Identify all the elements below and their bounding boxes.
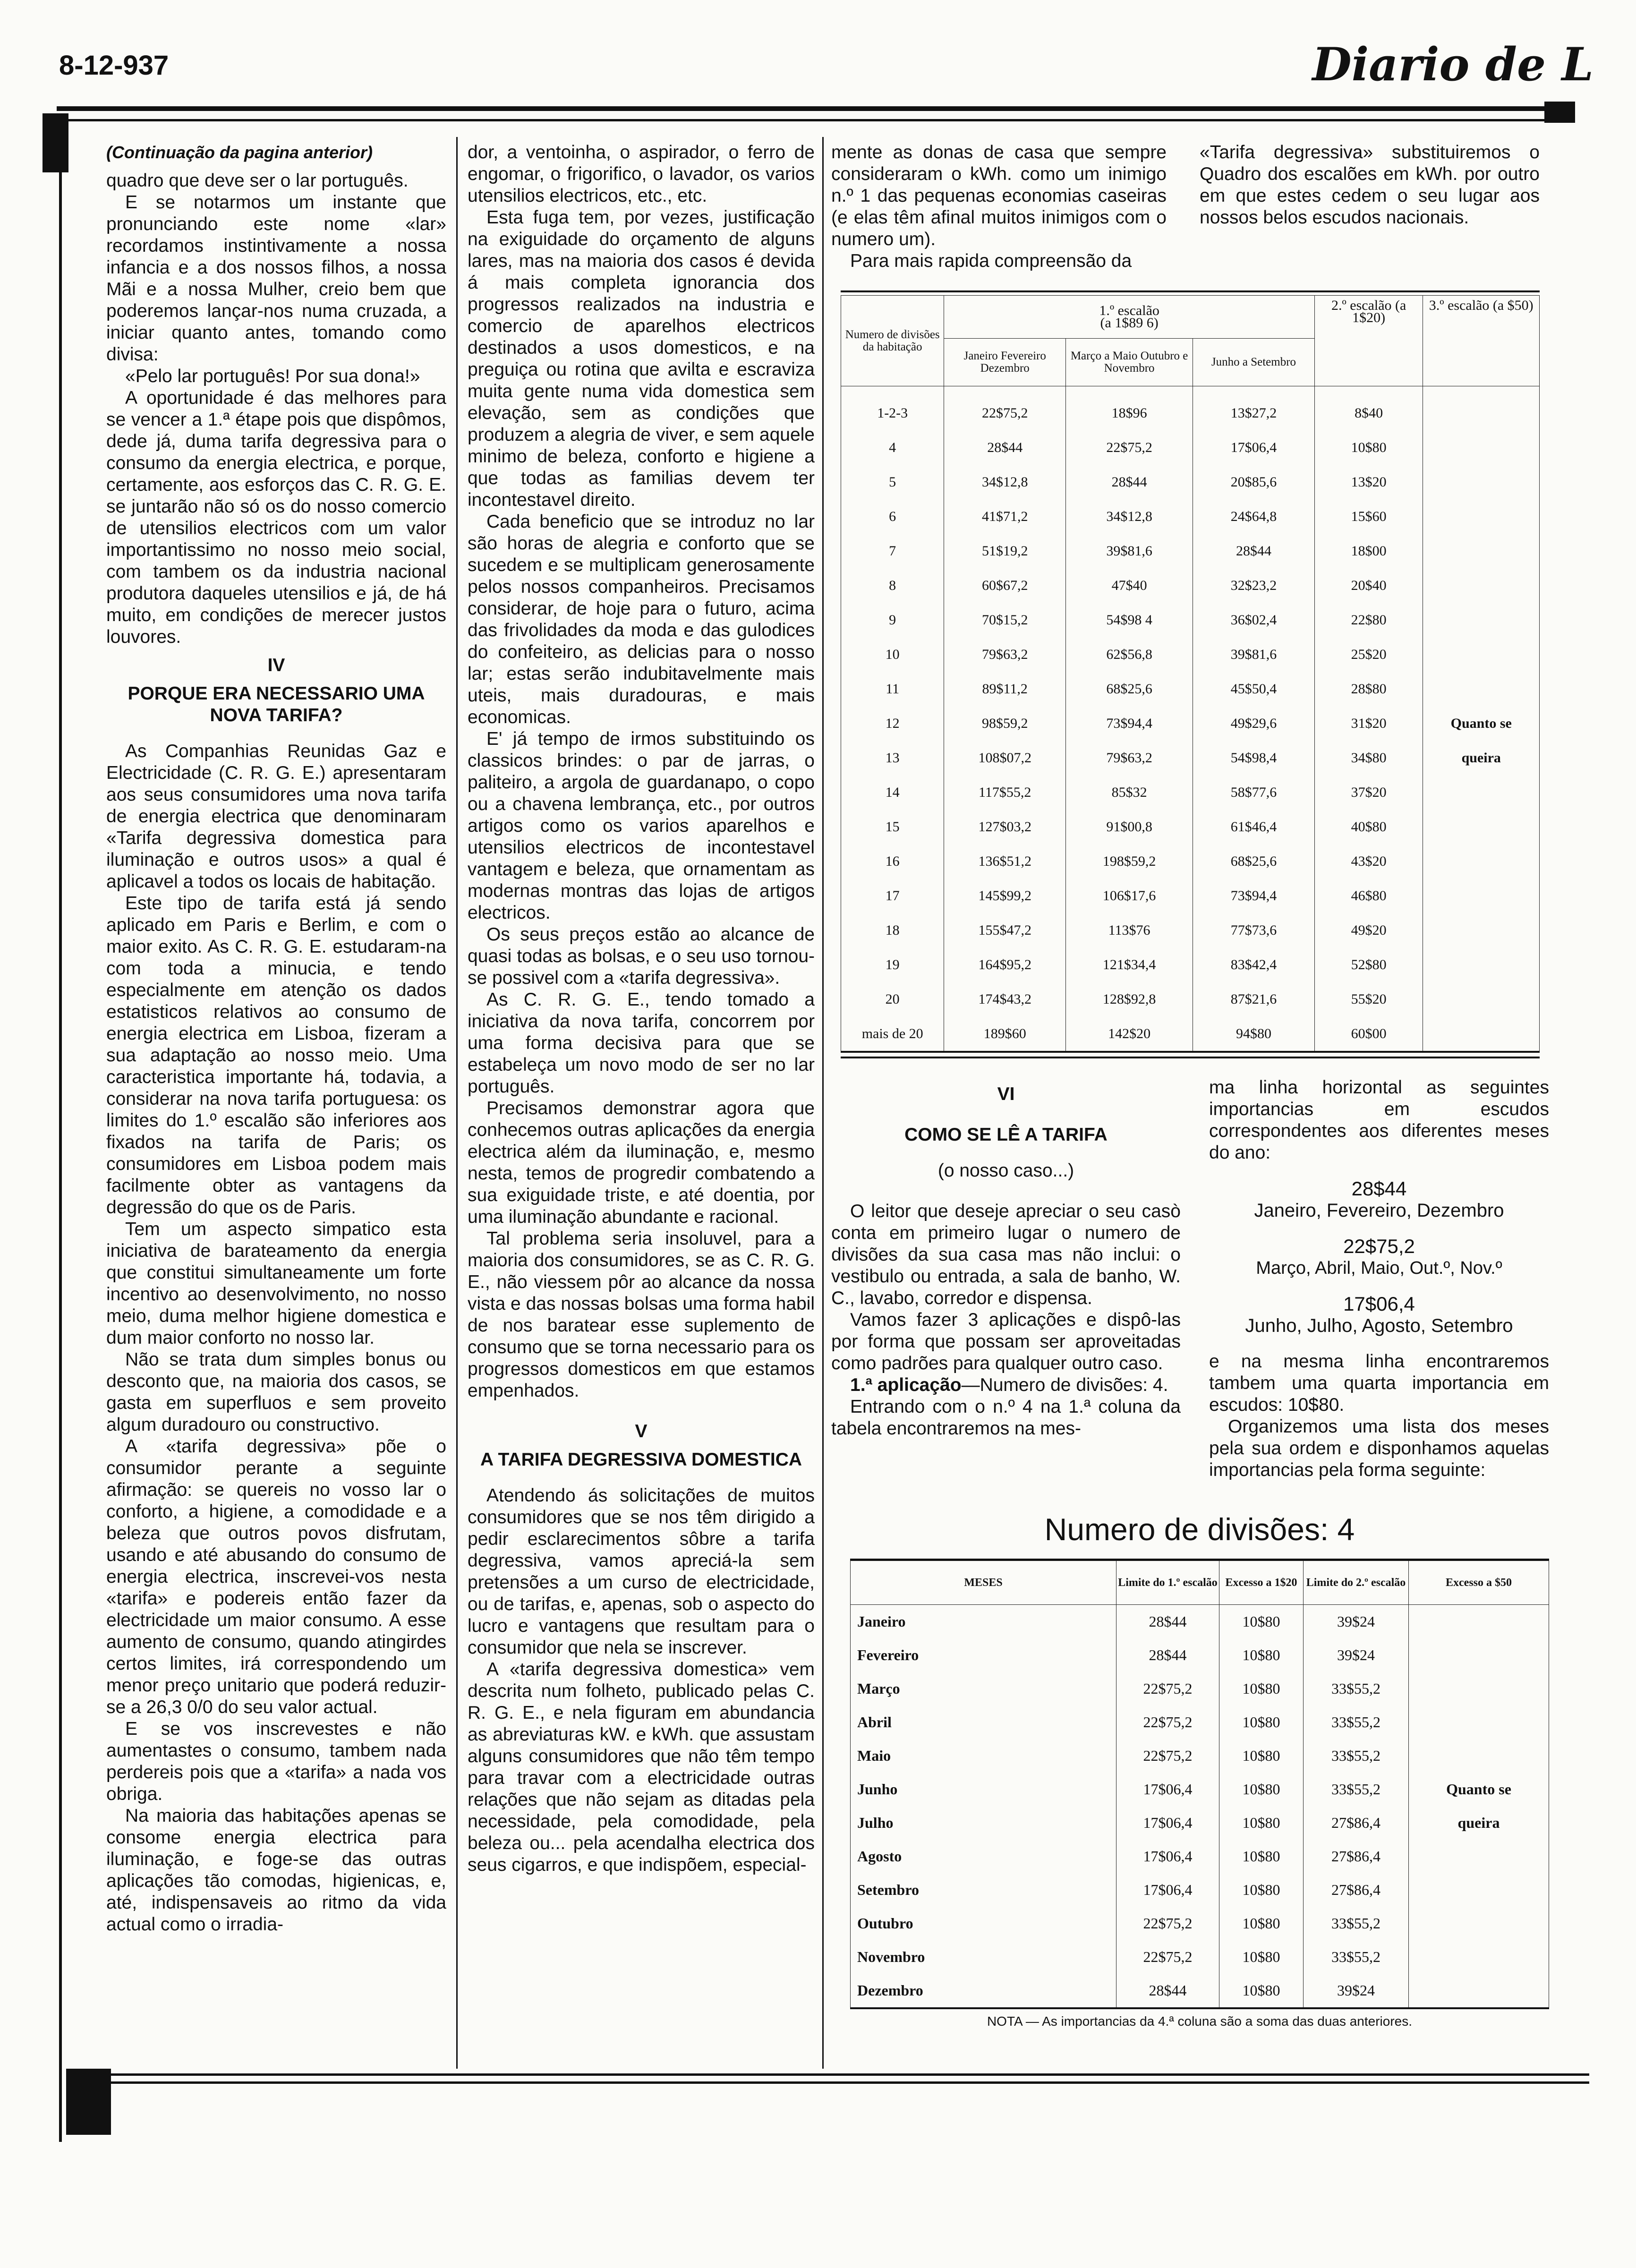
left-margin-block-bottom (66, 2069, 111, 2135)
paragraph: mente as donas de casa que sempre consideraram o kWh. como um inimigo n.º 1 das pequenas economias caseiras (e elas têm afinal muitos inimigos com o numero um). (831, 142, 1167, 249)
table-row (841, 878, 1540, 913)
month-name: Abril (851, 1705, 1116, 1739)
empty-cell (1423, 913, 1540, 947)
tariff-cell: 34$80 (1314, 741, 1423, 775)
paragraph: Tem um aspecto simpatico esta iniciativa de barateamento da energia que constitui simultaneamente um forte incentivo ao desenvolvimento, no nosso meio, duma melhor higiene domestica e dum maior conforto no nosso lar. (106, 1219, 446, 1348)
amount-cell: 22$75,2 (1116, 1672, 1219, 1705)
tariff-cell: 70$15,2 (944, 603, 1066, 637)
amount-cell: 10$80 (1219, 1705, 1304, 1739)
header-rule-thick (57, 106, 1575, 111)
empty-cell (1409, 1605, 1549, 1639)
footer-rule-1 (106, 2073, 1589, 2076)
amount-1: 28$44 (1351, 1177, 1407, 1200)
paragraph: Organizemos uma lista dos meses pela sua ordem e disponhamos aquelas importancias pela forma seguinte: (1209, 1416, 1549, 1480)
row-divisions: 6 (841, 499, 944, 534)
left-margin-line (59, 172, 62, 2142)
table-row (851, 1672, 1549, 1705)
header-esc1-label: 1.º escalão (1099, 303, 1159, 318)
left-margin-block-top (43, 113, 68, 172)
header-end-block (1544, 102, 1575, 123)
empty-cell (1409, 1840, 1549, 1873)
paragraph: Este tipo de tarifa está já sendo aplicado em Paris e Berlim, e com o maior exito. As C. R. G. E. estudaram-na com toda a minucia, e tendo especialmente em atenção os dados estatisticos relativos ao consumo de energia electrica em Lisboa, fizeram a sua adaptação ao nosso meio. Uma caracteristica importante há, todavia, a considerar na nova tarifa portuguesa: os limites do 1.º escalão são inferiores aos fixados na tarifa de Paris; os consumidores em Lisboa podem mais facilmente obter as vantagens da degressão do que os de Paris. (106, 893, 446, 1218)
quanto-se-text: Quanto se (1409, 1773, 1549, 1806)
empty-cell (1409, 1907, 1549, 1940)
empty-cell (1409, 1873, 1549, 1907)
amount-cell: 10$80 (1219, 1672, 1304, 1705)
row-divisions: 4 (841, 430, 944, 465)
tariff-cell: 189$60 (944, 1016, 1066, 1051)
tariff-cell: 49$20 (1314, 913, 1423, 947)
row-divisions: 18 (841, 913, 944, 947)
paragraph: Entrando com o n.º 4 na 1.ª coluna da tabela encontraremos na mes- (831, 1397, 1181, 1439)
article-column-4-bottom (1209, 1077, 1549, 1481)
section-title-v: A TARIFA DEGRESSIVA DOMESTICA (480, 1449, 802, 1470)
tariff-cell: 55$20 (1314, 982, 1423, 1016)
tariff-cell: 34$12,8 (1066, 499, 1193, 534)
empty-cell (1423, 672, 1540, 706)
tariff-cell: 60$67,2 (944, 568, 1066, 603)
tariff-cell: 117$55,2 (944, 775, 1066, 810)
amount-cell: 10$80 (1219, 1907, 1304, 1940)
table-row (841, 637, 1540, 672)
table-row (841, 706, 1540, 741)
amount-cell: 33$55,2 (1304, 1672, 1409, 1705)
amount-cell: 10$80 (1219, 1773, 1304, 1806)
row-divisions: 5 (841, 465, 944, 499)
amount-cell: 27$86,4 (1304, 1840, 1409, 1873)
paragraph: Esta fuga tem, por vezes, justificação na exiguidade do orçamento de alguns lares, mas na maioria dos casos é devida á mais completa ignorancia dos progressos realizados na industria e comercio de aparelhos electricos destinados a usos domesticos, e na preguiça ou rotina que avilta e escraviza muita gente numa vida domestica sem elevação, sem as condições que produzem a alegria de viver, e sem aquele minimo de beleza, conforto e higiene a que todas as familias devem ter incontestavel direito. (468, 207, 815, 510)
table-row (841, 810, 1540, 844)
tariff-cell: 39$81,6 (1193, 637, 1315, 672)
column-divider-1 (456, 137, 458, 2069)
tariff-cell: 62$56,8 (1066, 637, 1193, 672)
article-column-2 (468, 142, 815, 1876)
table-row (841, 672, 1540, 706)
amount-cell: 10$80 (1219, 1739, 1304, 1773)
empty-cell (1423, 465, 1540, 499)
header-num-divisions: Numero de divisões da habitação (841, 296, 944, 386)
tariff-cell: 94$80 (1193, 1016, 1315, 1051)
tariff-cell: 108$07,2 (944, 741, 1066, 775)
table-bottom-rule-1 (841, 1051, 1540, 1053)
tariff-cell: 47$40 (1066, 568, 1193, 603)
tariff-cell: 46$80 (1314, 878, 1423, 913)
tariff-cell: 121$34,4 (1066, 947, 1193, 982)
empty-cell (1409, 1739, 1549, 1773)
amount-cell: 33$55,2 (1304, 1705, 1409, 1739)
amount-cell: 17$06,4 (1116, 1773, 1219, 1806)
row-divisions: 15 (841, 810, 944, 844)
empty-cell (1423, 534, 1540, 568)
example-table-bottom-rule (850, 2007, 1549, 2009)
header-limit-1: Limite do 1.º escalão (1116, 1561, 1219, 1605)
section-number-iv: IV (267, 655, 285, 675)
application-label: 1.ª aplicação (850, 1375, 962, 1395)
tariff-cell: 22$75,2 (944, 386, 1066, 431)
tariff-cell: 60$00 (1314, 1016, 1423, 1051)
tariff-cell: 28$44 (1193, 534, 1315, 568)
table-row (841, 430, 1540, 465)
article-column-3-bottom (831, 1077, 1181, 1440)
tariff-cell: 34$12,8 (944, 465, 1066, 499)
tariff-cell: 113$76 (1066, 913, 1193, 947)
empty-cell (1409, 1638, 1549, 1672)
amount-cell: 28$44 (1116, 1638, 1219, 1672)
header-rule-thin (57, 119, 1575, 121)
row-divisions: 19 (841, 947, 944, 982)
tariff-cell: 31$20 (1314, 706, 1423, 741)
table-row (841, 913, 1540, 947)
table-row (851, 1773, 1549, 1806)
amount-cell: 27$86,4 (1304, 1873, 1409, 1907)
table-row (851, 1940, 1549, 1974)
tariff-cell: 136$51,2 (944, 844, 1066, 878)
empty-cell (1423, 1016, 1540, 1051)
paragraph: dor, a ventoinha, o aspirador, o ferro de engomar, o frigorifico, o lavador, os varios utensilios electricos, etc., etc. (468, 142, 815, 206)
month-name: Julho (851, 1806, 1116, 1840)
row-divisions: mais de 20 (841, 1016, 944, 1051)
article-column-4-top (1200, 142, 1540, 229)
table-row (851, 1605, 1549, 1639)
tariff-cell: 77$73,6 (1193, 913, 1315, 947)
table-row (841, 386, 1540, 431)
empty-cell (1423, 844, 1540, 878)
tariff-cell: 13$27,2 (1193, 386, 1315, 431)
tariff-cell: 36$02,4 (1193, 603, 1315, 637)
paragraph: quadro que deve ser o lar português. (106, 171, 409, 191)
header-months-3: Junho a Setembro (1193, 339, 1315, 386)
empty-cell (1409, 1940, 1549, 1974)
table-row (841, 465, 1540, 499)
tariff-cell: 41$71,2 (944, 499, 1066, 534)
month-name: Fevereiro (851, 1638, 1116, 1672)
row-divisions: 8 (841, 568, 944, 603)
amount-cell: 22$75,2 (1116, 1940, 1219, 1974)
tariff-cell: 15$60 (1314, 499, 1423, 534)
section-title-vi: COMO SE LÊ A TARIFA (904, 1125, 1108, 1145)
quanto-se-text: Quanto se (1423, 706, 1540, 741)
tariff-cell: 18$00 (1314, 534, 1423, 568)
month-name: Janeiro (851, 1605, 1116, 1639)
empty-cell (1409, 1705, 1549, 1739)
tariff-cell: 49$29,6 (1193, 706, 1315, 741)
continuation-note: (Continuação da pagina anterior) (106, 143, 373, 162)
queira-text: queira (1423, 741, 1540, 775)
tariff-cell: 198$59,2 (1066, 844, 1193, 878)
tariff-cell: 43$20 (1314, 844, 1423, 878)
amount-cell: 39$24 (1304, 1605, 1409, 1639)
months-2: Março, Abril, Maio, Out.º, Nov.º (1256, 1258, 1502, 1278)
header-excess-2: Excesso a $50 (1409, 1561, 1549, 1605)
tariff-cell: 164$95,2 (944, 947, 1066, 982)
tariff-cell: 22$75,2 (1066, 430, 1193, 465)
header-months-2: Março a Maio Outubro e Novembro (1066, 339, 1193, 386)
empty-cell (1423, 603, 1540, 637)
amount-cell: 28$44 (1116, 1974, 1219, 2007)
empty-cell (1423, 982, 1540, 1016)
paragraph: A «tarifa degressiva domestica» vem descrita num folheto, publicado pelas C. R. G. E., e nela figuram em abundancia as abreviaturas kW. e kWh. que assustam alguns consumidores que não têm tempo para travar com a electricidade outras relações que não sejam as ditadas pela necessidade, pela comodidade, pela beleza ou... pela acendalha electrica dos seus cigarros, e que indispõem, especial- (468, 1659, 815, 1875)
amount-cell: 39$24 (1304, 1638, 1409, 1672)
paragraph: Não se trata dum simples bonus ou desconto que, na maioria dos casos, se gasta em superfluos e sem proveito algum duradouro ou constructivo. (106, 1349, 446, 1435)
table-row (851, 1638, 1549, 1672)
amount-2: 22$75,2 (1343, 1235, 1415, 1257)
table-top-rule (841, 290, 1540, 292)
months-3: Junho, Julho, Agosto, Setembro (1245, 1315, 1513, 1336)
amount-cell: 10$80 (1219, 1873, 1304, 1907)
tariff-cell: 32$23,2 (1193, 568, 1315, 603)
tariff-cell: 73$94,4 (1193, 878, 1315, 913)
row-divisions: 12 (841, 706, 944, 741)
tariff-cell: 45$50,4 (1193, 672, 1315, 706)
header-limit-2: Limite do 2.º escalão (1304, 1561, 1409, 1605)
empty-cell (1409, 1672, 1549, 1705)
row-divisions: 1-2-3 (841, 386, 944, 431)
tariff-cell: 17$06,4 (1193, 430, 1315, 465)
paragraph: E' já tempo de irmos substituindo os classicos brindes: o par de jarras, o paliteiro, a argola de guardanapo, o copo ou a chavena lembrança, etc., por outros artigos como os varios aparelhos e utensilios electricos de incontestavel vantagem e beleza, que ornamentam as modernas montras das lojas de artigos electricos. (468, 729, 815, 923)
section-number-v: V (635, 1421, 648, 1441)
amount-cell: 33$55,2 (1304, 1907, 1409, 1940)
header-months-1: Janeiro Fevereiro Dezembro (944, 339, 1066, 386)
tariff-cell: 28$80 (1314, 672, 1423, 706)
table-row (851, 1705, 1549, 1739)
amount-cell: 33$55,2 (1304, 1773, 1409, 1806)
amount-cell: 28$44 (1116, 1605, 1219, 1639)
tariff-cell: 8$40 (1314, 386, 1423, 431)
amount-cell: 17$06,4 (1116, 1806, 1219, 1840)
tariff-cell: 28$44 (944, 430, 1066, 465)
amount-cell: 22$75,2 (1116, 1739, 1219, 1773)
paragraph: Para mais rapida compreensão da (850, 251, 1132, 271)
paragraph: Os seus preços estão ao alcance de quasi todas as bolsas, e o seu uso tornou-se possivel com a «tarifa degressiva». (468, 924, 815, 988)
column-divider-2 (822, 137, 824, 2069)
queira-text: queira (1409, 1806, 1549, 1840)
tariff-cell: 20$85,6 (1193, 465, 1315, 499)
table-row (851, 1974, 1549, 2007)
row-divisions: 11 (841, 672, 944, 706)
paragraph: Na maioria das habitações apenas se consome energia electrica para iluminação, e foge-se das outras aplicações tão comodas, higienicas, e, até, indispensaveis ao ritmo da vida actual como o irradia- (106, 1806, 446, 1935)
tariff-cell: 145$99,2 (944, 878, 1066, 913)
tariff-cell: 68$25,6 (1193, 844, 1315, 878)
tariff-cell: 52$80 (1314, 947, 1423, 982)
table-row (851, 1840, 1549, 1873)
amount-cell: 27$86,4 (1304, 1806, 1409, 1840)
amount-cell: 39$24 (1304, 1974, 1409, 2007)
example-table-body (851, 1605, 1549, 2008)
tariff-cell: 85$32 (1066, 775, 1193, 810)
table-row (851, 1907, 1549, 1940)
month-name: Dezembro (851, 1974, 1116, 2007)
example-table (850, 1560, 1549, 2007)
month-name: Outubro (851, 1907, 1116, 1940)
empty-cell (1423, 499, 1540, 534)
table-row (841, 568, 1540, 603)
months-1: Janeiro, Fevereiro, Dezembro (1254, 1200, 1504, 1221)
paragraph: A oportunidade é das melhores para se vencer a 1.ª étape pois que dispômos, dede já, duma tarifa degressiva para o consumo da energia electrica, e porque, certamente, aos esforços das C. R. G. E. se juntarão não só os do nosso comercio de utensilios electricos com um valor importantissimo no nosso meio social, com tambem os da industria nacional produtora daqueles utensilios e já, de há muito, em condições de merecer justos louvores. (106, 388, 446, 647)
empty-cell (1423, 568, 1540, 603)
amount-cell: 10$80 (1219, 1974, 1304, 2007)
tariff-cell: 128$92,8 (1066, 982, 1193, 1016)
empty-cell (1409, 1974, 1549, 2007)
header-esc1-sub: (a 1$89 6) (1100, 315, 1159, 331)
table-row (841, 775, 1540, 810)
amount-cell: 33$55,2 (1304, 1940, 1409, 1974)
tariff-cell: 106$17,6 (1066, 878, 1193, 913)
month-name: Setembro (851, 1873, 1116, 1907)
empty-cell (1423, 810, 1540, 844)
month-name: Março (851, 1672, 1116, 1705)
paragraph: E se vos inscrevestes e não aumentastes o consumo, tambem nada perdereis pois que a «tarifa» a nada vos obriga. (106, 1719, 446, 1804)
tariff-cell: 58$77,6 (1193, 775, 1315, 810)
table-row (841, 982, 1540, 1016)
table-row (851, 1739, 1549, 1773)
table-row (841, 603, 1540, 637)
tariff-cell: 79$63,2 (1066, 741, 1193, 775)
table-row (841, 844, 1540, 878)
table-row (841, 499, 1540, 534)
paragraph: Atendendo ás solicitações de muitos consumidores que se nos têm dirigido a pedir esclarecimentos sôbre a tarifa degressiva, vamos apreciá-la sem pretensões a um curso de electricidade, ou de tarifas, e, apenas, sob o aspecto do lucro e vantagens que resultam para o consumidor que nela se inscrever. (468, 1485, 815, 1658)
paragraph: As C. R. G. E., tendo tomado a iniciativa da nova tarifa, concorrem por uma forma decisiva para que se estabeleça um novo modo de ser no lar português. (468, 989, 815, 1097)
tariff-table-container (841, 290, 1540, 1058)
tariff-cell: 68$25,6 (1066, 672, 1193, 706)
empty-cell (1423, 878, 1540, 913)
section-title-iv: PORQUE ERA NECESSARIO UMA NOVA TARIFA? (128, 683, 425, 725)
tariff-cell: 54$98,4 (1193, 741, 1315, 775)
header-esc3: 3.º escalão (a $50) (1423, 296, 1540, 386)
row-divisions: 10 (841, 637, 944, 672)
paragraph: E se notarmos um instante que pronunciando este nome «lar» recordamos instintivamente a nossa infancia e a dos nossos filhos, a nossa Mãi e a nossa Mulher, creio bem que poderemos lançar-nos numa cruzada, a iniciar quanto antes, tomando como divisa: (106, 192, 446, 365)
amount-cell: 17$06,4 (1116, 1873, 1219, 1907)
tariff-cell: 98$59,2 (944, 706, 1066, 741)
amount-cell: 10$80 (1219, 1638, 1304, 1672)
table-row (841, 1016, 1540, 1051)
row-divisions: 20 (841, 982, 944, 1016)
tariff-cell: 25$20 (1314, 637, 1423, 672)
application-text: —Numero de divisões: 4. (961, 1375, 1168, 1395)
paragraph: Vamos fazer 3 aplicações e dispô-las por forma que possam ser aproveitadas como padrões para qualquer outro caso. (831, 1310, 1181, 1373)
tariff-cell: 127$03,2 (944, 810, 1066, 844)
amount-cell: 10$80 (1219, 1605, 1304, 1639)
tariff-cell: 37$20 (1314, 775, 1423, 810)
tariff-cell: 24$64,8 (1193, 499, 1315, 534)
table-row (851, 1806, 1549, 1840)
footer-rule-2 (106, 2081, 1589, 2084)
tariff-cell: 54$98 4 (1066, 603, 1193, 637)
table-bottom-rule-2 (841, 1057, 1540, 1058)
paragraph: O leitor que deseje apreciar o seu casò conta em primeiro lugar o numero de divisões da sua casa mas não inclui: o vestibulo ou entrada, a sala de banho, W. C., lavabo, corredor e dispensa. (831, 1201, 1181, 1308)
month-name: Novembro (851, 1940, 1116, 1974)
row-divisions: 16 (841, 844, 944, 878)
tariff-cell: 79$63,2 (944, 637, 1066, 672)
amount-cell: 22$75,2 (1116, 1907, 1219, 1940)
paragraph: A «tarifa degressiva» põe o consumidor perante a seguinte afirmação: se quereis no vosso lar o conforto, a higiene, a comodidade e a beleza que outros povos disfrutam, usando e até abusando do consumo de energia electrica, inscrevei-vos nesta «tarifa» e podereis então fazer da electricidade um maior consumo. A esse aumento de consumo, quando atingirdes certos limites, irá correspondendo um menor preço unitario que poderá reduzir-se a 26,3 0/0 do seu valor actual. (106, 1436, 446, 1717)
paragraph: e na mesma linha encontraremos tambem uma quarta importancia em escudos: 10$80. (1209, 1351, 1549, 1415)
row-divisions: 17 (841, 878, 944, 913)
tariff-cell: 18$96 (1066, 386, 1193, 431)
tariff-cell: 22$80 (1314, 603, 1423, 637)
amount-cell: 33$55,2 (1304, 1739, 1409, 1773)
tariff-cell: 40$80 (1314, 810, 1423, 844)
paragraph: ma linha horizontal as seguintes importancias em escudos correspondentes aos diferentes meses do ano: (1209, 1077, 1549, 1163)
tariff-cell: 10$80 (1314, 430, 1423, 465)
tariff-cell: 61$46,4 (1193, 810, 1315, 844)
row-divisions: 9 (841, 603, 944, 637)
tariff-cell: 87$21,6 (1193, 982, 1315, 1016)
paragraph: «Pelo lar português! Por sua dona!» (125, 366, 420, 386)
row-divisions: 7 (841, 534, 944, 568)
amount-cell: 10$80 (1219, 1840, 1304, 1873)
tariff-cell: 20$40 (1314, 568, 1423, 603)
tariff-cell: 73$94,4 (1066, 706, 1193, 741)
table-row (841, 534, 1540, 568)
tariff-cell: 13$20 (1314, 465, 1423, 499)
header-esc1 (944, 296, 1315, 339)
table-row (851, 1873, 1549, 1907)
tariff-cell: 51$19,2 (944, 534, 1066, 568)
empty-cell (1423, 430, 1540, 465)
row-divisions: 14 (841, 775, 944, 810)
issue-date: 8-12-937 (59, 50, 169, 81)
amount-cell: 22$75,2 (1116, 1705, 1219, 1739)
paragraph: Cada beneficio que se introduz no lar são horas de alegria e conforto que se sucedem e se multiplicam generosamente pelos nossos companheiros. Precisamos considerar, de hoje para o futuro, acima das frivolidades da moda e das gulodices do confeiteiro, as delicias para o nosso lar; estas serão indubitavelmente mais uteis, mais duradouras, e mais economicas. (468, 512, 815, 727)
tariff-table (841, 295, 1540, 1051)
tariff-cell: 39$81,6 (1066, 534, 1193, 568)
section-subtitle-vi: (o nosso caso...) (937, 1160, 1074, 1181)
paragraph: «Tarifa degressiva» substituiremos o Quadro dos escalões em kWh. por outro em que estes cedem o seu lugar aos nossos belos escudos nacionais. (1200, 142, 1540, 228)
amount-cell: 10$80 (1219, 1940, 1304, 1974)
article-column-3-top (831, 142, 1167, 272)
example-table-container (850, 1511, 1549, 2029)
article-column-1 (106, 142, 446, 1935)
tariff-cell: 91$00,8 (1066, 810, 1193, 844)
table-note: NOTA — As importancias da 4.ª coluna são a soma das duas anteriores. (987, 2014, 1413, 2029)
tariff-table-body (841, 386, 1540, 1051)
tariff-cell: 89$11,2 (944, 672, 1066, 706)
tariff-cell: 28$44 (1066, 465, 1193, 499)
month-name: Agosto (851, 1840, 1116, 1873)
month-name: Maio (851, 1739, 1116, 1773)
amount-cell: 10$80 (1219, 1806, 1304, 1840)
row-divisions: 13 (841, 741, 944, 775)
header-excess-1: Excesso a 1$20 (1219, 1561, 1304, 1605)
tariff-cell: 174$43,2 (944, 982, 1066, 1016)
tariff-cell: 142$20 (1066, 1016, 1193, 1051)
table-row (841, 741, 1540, 775)
amount-cell: 17$06,4 (1116, 1840, 1219, 1873)
example-table-title: Numero de divisões: 4 (1044, 1512, 1355, 1547)
header-esc2: 2.º escalão (a 1$20) (1314, 296, 1423, 386)
amount-3: 17$06,4 (1343, 1293, 1415, 1315)
empty-cell (1423, 775, 1540, 810)
paragraph: As Companhias Reunidas Gaz e Electricidade (C. R. G. E.) apresentaram aos seus consumidores uma nova tarifa de energia electrica que denominaram «Tarifa degressiva domestica para iluminação e outros usos» a qual é aplicavel a todos os locais de habitação. (106, 741, 446, 892)
empty-cell (1423, 947, 1540, 982)
paragraph: Tal problema seria insoluvel, para a maioria dos consumidores, se as C. R. G. E., não viessem pôr ao alcance da nossa vista e das nossas bolsas uma forma habil de nos baratear esse suplemento de consumo que se torna necessario para os progressos domesticos em que estamos empenhados. (468, 1228, 815, 1401)
tariff-cell: 155$47,2 (944, 913, 1066, 947)
section-number-vi: VI (997, 1084, 1015, 1104)
tariff-cell: 83$42,4 (1193, 947, 1315, 982)
paragraph (831, 1374, 1181, 1396)
empty-cell (1423, 637, 1540, 672)
header-meses: MESES (851, 1561, 1116, 1605)
table-row (841, 947, 1540, 982)
newspaper-masthead: Diario de L (1312, 38, 1593, 91)
month-name: Junho (851, 1773, 1116, 1806)
empty-cell (1423, 386, 1540, 431)
paragraph: Precisamos demonstrar agora que conhecemos outras aplicações da energia electrica além da iluminação, e, mesmo nesta, temos de progredir combatendo a sua exiguidade triste, e até doentia, por uma iluminação abundante e racional. (468, 1098, 815, 1227)
